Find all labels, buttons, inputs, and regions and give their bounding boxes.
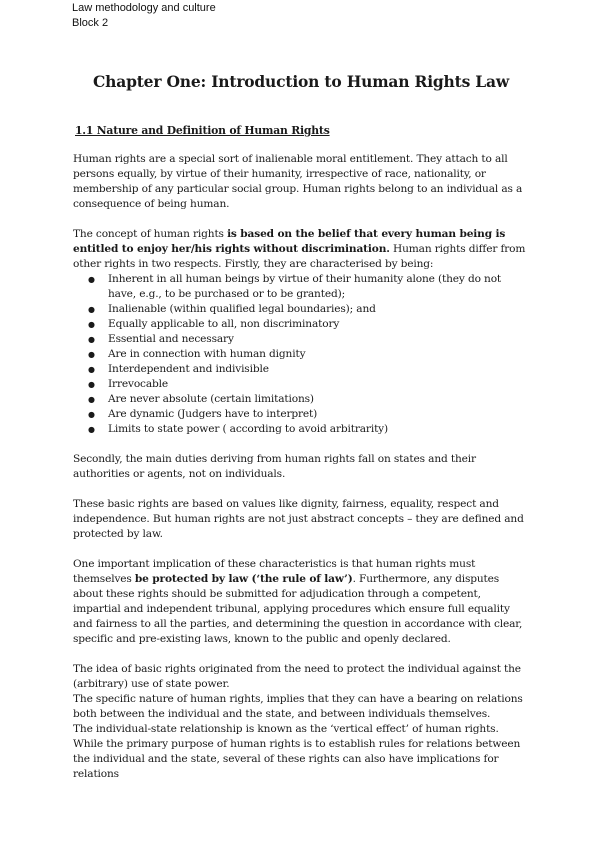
- paragraph-concept-intro: The concept of human rights: [73, 228, 228, 240]
- list-item: ● Essential and necessary: [73, 332, 529, 347]
- chapter-title: Chapter One: Introduction to Human Rights Law: [93, 72, 509, 91]
- list-item: ● Inalienable (within qualified legal boundaries); and: [73, 302, 529, 317]
- paragraph-rule-of-law-intro: One important implication of these characteristics is that human rights must themselves: [73, 558, 476, 585]
- list-item: ● Limits to state power ( according to avoid arbitrarity): [73, 422, 529, 437]
- list-item: ● Are never absolute (certain limitations): [73, 392, 529, 407]
- list-item: ● Interdependent and indivisible: [73, 362, 529, 377]
- characteristics-list: [73, 272, 529, 437]
- list-item: ● Are dynamic (Judgers have to interpret): [73, 407, 529, 422]
- paragraph-concept: [73, 227, 529, 272]
- list-item: ● Equally applicable to all, non discriminatory: [73, 317, 529, 332]
- paragraph-specific-nature: The specific nature of human rights, implies that they can have a bearing on relations both between the individual and the state, and between individuals themselves.: [73, 693, 523, 720]
- paragraph-origin: The idea of basic rights originated from the need to protect the individual against the (arbitrary) use of state power.: [73, 663, 521, 690]
- page-header: [72, 1, 216, 31]
- paragraph-definition: Human rights are a special sort of inalienable moral entitlement. They attach to all persons equally, by virtue of their humanity, irrespective of race, nationality, or membership of any particular social group. Human rights belong to an individual as a consequence of being human.: [73, 153, 523, 210]
- paragraph-concept-emphasis: is based on the belief that every human being is entitled to enjoy her/his rights without discrimination.: [73, 228, 506, 255]
- paragraph-values: These basic rights are based on values like dignity, fairness, equality, respect and independence. But human rights are not just abstract concepts – they are defined and protected by law.: [73, 498, 524, 540]
- list-item: ● Irrevocable: [73, 377, 529, 392]
- header-course-title: Law methodology and culture: [72, 2, 216, 14]
- paragraph-rule-of-law-rest: . Furthermore, any disputes about these rights should be submitted for adjudication through a competent, impartial and independent tribunal, applying procedures which ensure full equality and fairness to all the parties, and determining the question in accordance with clear, specific and pre-existing laws, known to the public and openly declared.: [73, 573, 523, 645]
- list-item: ● Inherent in all human beings by virtue of their humanity alone (they do not have, e.g., to be purchased or to be granted);: [73, 272, 529, 302]
- paragraph-duties: Secondly, the main duties deriving from human rights fall on states and their authorities or agents, not on individuals.: [73, 453, 476, 480]
- document-body: [73, 71, 529, 782]
- paragraph-rule-of-law-emphasis: be protected by law (‘the rule of law’): [134, 573, 353, 585]
- header-block-label: Block 2: [72, 17, 109, 29]
- section-heading: 1.1 Nature and Definition of Human Rights: [75, 124, 330, 137]
- paragraph-rule-of-law: [73, 557, 529, 647]
- paragraph-concept-rest: Human rights differ from other rights in two respects. Firstly, they are characterised by being:: [73, 243, 526, 270]
- paragraph-vertical-effect: The individual-state relationship is known as the ‘vertical effect’ of human rights. While the primary purpose of human rights is to establish rules for relations between the individual and the state, several of these rights can also have implications for relations: [73, 723, 521, 780]
- list-item: ● Are in connection with human dignity: [73, 347, 529, 362]
